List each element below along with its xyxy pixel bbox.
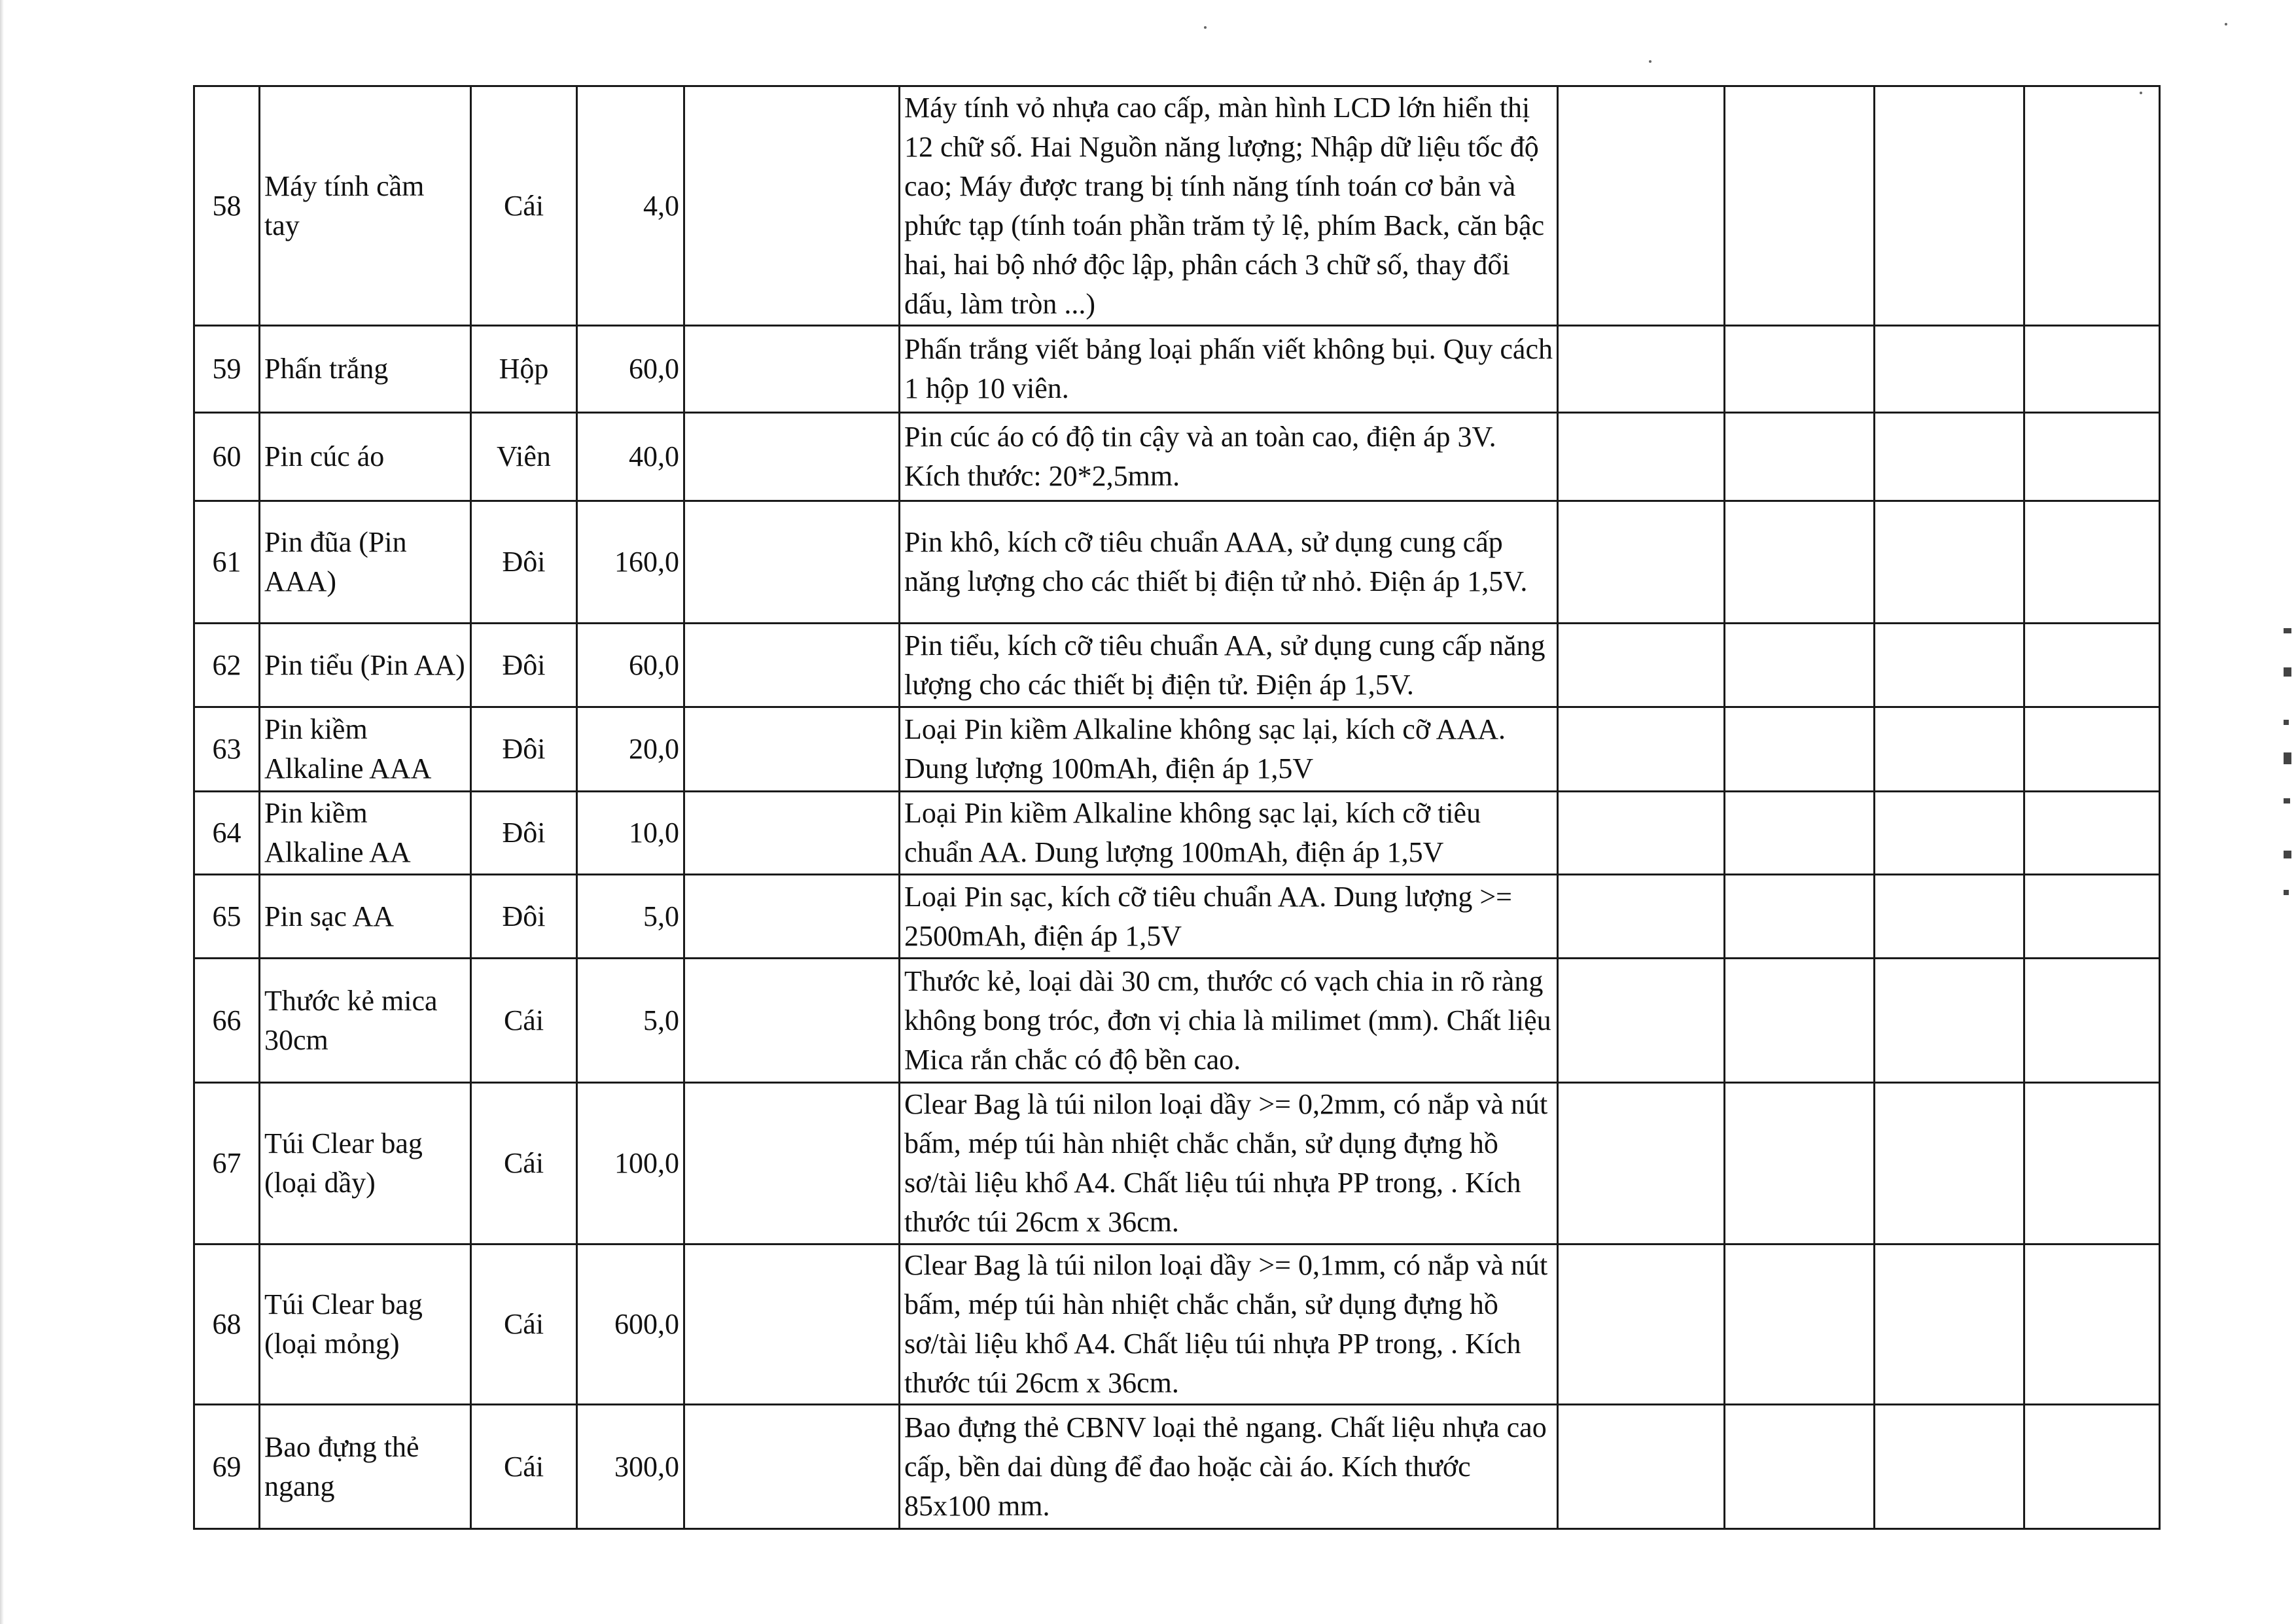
row-number: 68 — [194, 1244, 260, 1405]
margin-marks — [2284, 628, 2293, 903]
row-number: 61 — [194, 501, 260, 624]
empty-cell — [1725, 1405, 1875, 1529]
empty-cell — [684, 326, 900, 413]
empty-cell — [1558, 1083, 1725, 1244]
item-quantity: 600,0 — [577, 1244, 684, 1405]
item-description: Phấn trắng viết bảng loại phấn viết không bụi. Quy cách 1 hộp 10 viên. — [900, 326, 1558, 413]
item-unit: Đôi — [471, 707, 577, 792]
row-number: 66 — [194, 959, 260, 1083]
empty-cell — [684, 413, 900, 501]
empty-cell — [1725, 875, 1875, 959]
item-unit: Cái — [471, 959, 577, 1083]
empty-cell — [684, 707, 900, 792]
empty-cell — [1558, 1244, 1725, 1405]
item-quantity: 100,0 — [577, 1083, 684, 1244]
empty-cell — [2024, 501, 2160, 624]
empty-cell — [1875, 792, 2024, 875]
row-number: 67 — [194, 1083, 260, 1244]
empty-cell — [1558, 86, 1725, 326]
empty-cell — [2024, 413, 2160, 501]
table-row — [194, 707, 2160, 792]
empty-cell — [1725, 1083, 1875, 1244]
empty-cell — [684, 624, 900, 707]
empty-cell — [1725, 413, 1875, 501]
empty-cell — [1875, 326, 2024, 413]
item-unit: Cái — [471, 1083, 577, 1244]
items-table — [193, 85, 2161, 1530]
empty-cell — [1875, 86, 2024, 326]
item-quantity: 10,0 — [577, 792, 684, 875]
item-name: Phấn trắng — [260, 326, 471, 413]
item-description: Máy tính vỏ nhựa cao cấp, màn hình LCD lớn hiển thị 12 chữ số. Hai Nguồn năng lượng; Nhập dữ liệu tốc độ cao; Máy được trang bị tính năng tính toán cơ bản và phức tạp (tính toán phần trăm tỷ lệ, phím Back, căn bậc hai, hai bộ nhớ độc lập, phân cách 3 chữ số, thay đổi dấu, làm tròn ...) — [900, 86, 1558, 326]
empty-cell — [1875, 1244, 2024, 1405]
table-row — [194, 1083, 2160, 1244]
empty-cell — [1875, 875, 2024, 959]
empty-cell — [2024, 1083, 2160, 1244]
empty-cell — [1558, 959, 1725, 1083]
table-row — [194, 86, 2160, 326]
empty-cell — [1875, 413, 2024, 501]
item-name: Túi Clear bag (loại dầy) — [260, 1083, 471, 1244]
empty-cell — [2024, 86, 2160, 326]
empty-cell — [1875, 624, 2024, 707]
empty-cell — [1725, 86, 1875, 326]
table-row — [194, 875, 2160, 959]
empty-cell — [2024, 875, 2160, 959]
item-name: Pin tiểu (Pin AA) — [260, 624, 471, 707]
item-description: Bao đựng thẻ CBNV loại thẻ ngang. Chất liệu nhựa cao cấp, bền dai dùng để đao hoặc cài áo. Kích thước 85x100 mm. — [900, 1405, 1558, 1529]
item-name: Pin đũa (Pin AAA) — [260, 501, 471, 624]
empty-cell — [1875, 501, 2024, 624]
empty-cell — [1558, 707, 1725, 792]
table-row — [194, 624, 2160, 707]
row-number: 59 — [194, 326, 260, 413]
item-unit: Cái — [471, 86, 577, 326]
item-name: Thước kẻ mica 30cm — [260, 959, 471, 1083]
empty-cell — [1558, 1405, 1725, 1529]
item-unit: Cái — [471, 1244, 577, 1405]
item-name: Pin kiềm Alkaline AAA — [260, 707, 471, 792]
item-name: Bao đựng thẻ ngang — [260, 1405, 471, 1529]
item-quantity: 60,0 — [577, 624, 684, 707]
item-description: Pin cúc áo có độ tin cậy và an toàn cao, điện áp 3V. Kích thước: 20*2,5mm. — [900, 413, 1558, 501]
item-name: Máy tính cầm tay — [260, 86, 471, 326]
item-name: Pin sạc AA — [260, 875, 471, 959]
item-description: Clear Bag là túi nilon loại dầy >= 0,2mm, có nắp và nút bấm, mép túi hàn nhiệt chắc chắn, sử dụng đựng hồ sơ/tài liệu khổ A4. Chất liệu túi nhựa PP trong, . Kích thước túi 26cm x 36cm. — [900, 1083, 1558, 1244]
empty-cell — [684, 1244, 900, 1405]
empty-cell — [2024, 1244, 2160, 1405]
empty-cell — [684, 875, 900, 959]
table-row — [194, 413, 2160, 501]
empty-cell — [1875, 1405, 2024, 1529]
scan-speck — [1204, 26, 1207, 29]
item-quantity: 160,0 — [577, 501, 684, 624]
table-row — [194, 326, 2160, 413]
item-unit: Hộp — [471, 326, 577, 413]
scan-edge — [0, 0, 4, 1624]
item-name: Pin kiềm Alkaline AA — [260, 792, 471, 875]
item-name: Túi Clear bag (loại mỏng) — [260, 1244, 471, 1405]
empty-cell — [2024, 959, 2160, 1083]
empty-cell — [1725, 326, 1875, 413]
item-quantity: 60,0 — [577, 326, 684, 413]
item-quantity: 4,0 — [577, 86, 684, 326]
item-name: Pin cúc áo — [260, 413, 471, 501]
empty-cell — [1875, 1083, 2024, 1244]
item-quantity: 300,0 — [577, 1405, 684, 1529]
row-number: 58 — [194, 86, 260, 326]
empty-cell — [1875, 707, 2024, 792]
empty-cell — [2024, 624, 2160, 707]
empty-cell — [1558, 792, 1725, 875]
row-number: 60 — [194, 413, 260, 501]
empty-cell — [1875, 959, 2024, 1083]
item-unit: Đôi — [471, 875, 577, 959]
empty-cell — [2024, 707, 2160, 792]
empty-cell — [2024, 1405, 2160, 1529]
item-unit: Đôi — [471, 624, 577, 707]
empty-cell — [1558, 624, 1725, 707]
row-number: 65 — [194, 875, 260, 959]
empty-cell — [684, 792, 900, 875]
empty-cell — [1558, 501, 1725, 624]
table-row — [194, 1244, 2160, 1405]
item-unit: Đôi — [471, 501, 577, 624]
row-number: 62 — [194, 624, 260, 707]
empty-cell — [684, 86, 900, 326]
item-description: Loại Pin kiềm Alkaline không sạc lại, kích cỡ tiêu chuẩn AA. Dung lượng 100mAh, điện áp 1,5V — [900, 792, 1558, 875]
item-unit: Cái — [471, 1405, 577, 1529]
item-quantity: 40,0 — [577, 413, 684, 501]
item-description: Loại Pin sạc, kích cỡ tiêu chuẩn AA. Dung lượng >= 2500mAh, điện áp 1,5V — [900, 875, 1558, 959]
empty-cell — [2024, 326, 2160, 413]
item-unit: Viên — [471, 413, 577, 501]
row-number: 63 — [194, 707, 260, 792]
empty-cell — [684, 501, 900, 624]
scan-speck — [1649, 60, 1651, 63]
empty-cell — [1725, 501, 1875, 624]
empty-cell — [2024, 792, 2160, 875]
empty-cell — [1725, 792, 1875, 875]
empty-cell — [1725, 959, 1875, 1083]
empty-cell — [684, 1405, 900, 1529]
empty-cell — [1725, 624, 1875, 707]
table-row — [194, 792, 2160, 875]
row-number: 64 — [194, 792, 260, 875]
item-quantity: 5,0 — [577, 959, 684, 1083]
empty-cell — [1725, 1244, 1875, 1405]
table-row — [194, 959, 2160, 1083]
item-unit: Đôi — [471, 792, 577, 875]
scan-speck — [2225, 23, 2227, 26]
table-row — [194, 501, 2160, 624]
empty-cell — [1558, 326, 1725, 413]
empty-cell — [1558, 413, 1725, 501]
empty-cell — [684, 959, 900, 1083]
item-description: Pin khô, kích cỡ tiêu chuẩn AAA, sử dụng cung cấp năng lượng cho các thiết bị điện tử nhỏ. Điện áp 1,5V. — [900, 501, 1558, 624]
scan-speck — [2140, 92, 2142, 94]
item-description: Loại Pin kiềm Alkaline không sạc lại, kích cỡ AAA. Dung lượng 100mAh, điện áp 1,5V — [900, 707, 1558, 792]
empty-cell — [684, 1083, 900, 1244]
item-quantity: 20,0 — [577, 707, 684, 792]
item-quantity: 5,0 — [577, 875, 684, 959]
empty-cell — [1558, 875, 1725, 959]
row-number: 69 — [194, 1405, 260, 1529]
table-row — [194, 1405, 2160, 1529]
item-description: Clear Bag là túi nilon loại dầy >= 0,1mm, có nắp và nút bấm, mép túi hàn nhiệt chắc chắn, sử dụng đựng hồ sơ/tài liệu khổ A4. Chất liệu túi nhựa PP trong, . Kích thước túi 26cm x 36cm. — [900, 1244, 1558, 1405]
item-description: Pin tiểu, kích cỡ tiêu chuẩn AA, sử dụng cung cấp năng lượng cho các thiết bị điện tử. Điện áp 1,5V. — [900, 624, 1558, 707]
empty-cell — [1725, 707, 1875, 792]
item-description: Thước kẻ, loại dài 30 cm, thước có vạch chia in rõ ràng không bong tróc, đơn vị chia là milimet (mm). Chất liệu Mica rắn chắc có độ bền cao. — [900, 959, 1558, 1083]
